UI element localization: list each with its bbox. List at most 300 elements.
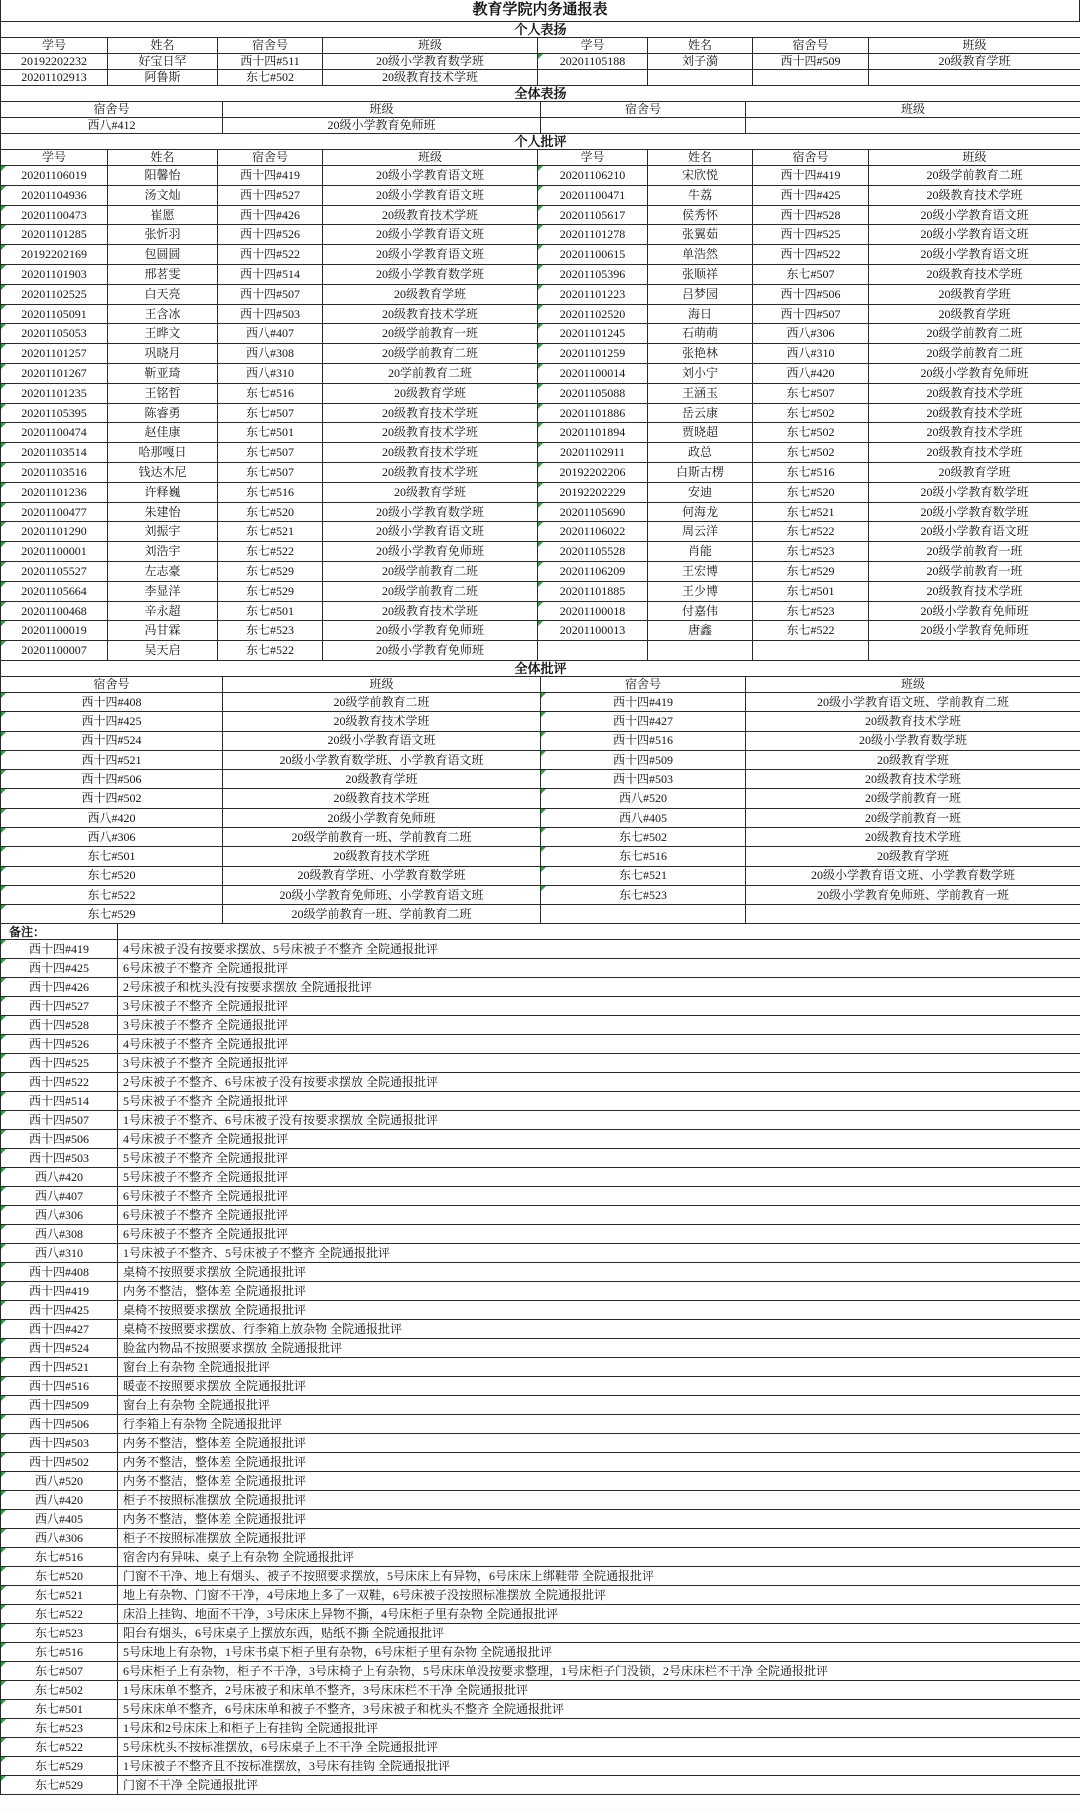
remark-text-cell: 3号床被子不整齐 全院通报批评 (118, 1054, 1080, 1073)
remark-dorm-cell: 西八#308 (1, 1225, 118, 1244)
cell: 何海龙 (648, 502, 753, 522)
cell: 20201105188 (538, 54, 648, 70)
cell: 西八#306 (753, 324, 869, 344)
column-header: 学号 (1, 150, 108, 166)
cell: 20级教育技术学班 (223, 847, 541, 866)
table-row (1, 1187, 1080, 1206)
remark-dorm-cell: 西十四#425 (1, 1301, 118, 1320)
cell: 西十四#419 (753, 166, 869, 186)
cell: 20201105690 (538, 502, 648, 522)
personal-praise-table (0, 21, 1080, 86)
cell: 张顺祥 (648, 264, 753, 284)
table-row (1, 1624, 1080, 1643)
cell: 东七#501 (218, 423, 323, 443)
cell: 东七#523 (541, 885, 746, 904)
table-row (1, 940, 1080, 959)
table-row (1, 1491, 1080, 1510)
cell: 东七#502 (218, 70, 323, 86)
remark-dorm-cell: 西十四#527 (1, 997, 118, 1016)
cell: 东七#507 (753, 264, 869, 284)
cell: 东七#507 (218, 443, 323, 463)
cell: 20级教育技术学班 (323, 205, 538, 225)
cell: 20级教育学班 (869, 284, 1080, 304)
cell: 东七#502 (753, 443, 869, 463)
remark-dorm-cell: 西十四#507 (1, 1111, 118, 1130)
cell: 陈睿勇 (108, 403, 218, 423)
table-row (1, 245, 1080, 265)
cell: 20级小学教育数学班 (869, 502, 1080, 522)
cell: 20级小学教育数学班 (323, 502, 538, 522)
table-row (1, 225, 1080, 245)
cell: 20级教育学班 (746, 847, 1080, 866)
table-row (1, 185, 1080, 205)
cell: 20级小学教育语文班 (869, 225, 1080, 245)
cell: 西十四#511 (218, 54, 323, 70)
remark-text-cell: 2号床被子和枕头没有按要求摆放 全院通报批评 (118, 978, 1080, 997)
table-row (1, 1776, 1080, 1795)
cell: 20201100018 (538, 601, 648, 621)
cell: 西八#407 (218, 324, 323, 344)
cell: 唐鑫 (648, 621, 753, 641)
table-row (1, 1396, 1080, 1415)
table-row (1, 1130, 1080, 1149)
report-sections (0, 21, 1080, 1795)
remark-text-cell: 1号床被子不整齐、6号床被子没有按要求摆放 全院通报批评 (118, 1111, 1080, 1130)
cell: 20级小学教育语文班 (869, 205, 1080, 225)
cell (541, 905, 746, 924)
cell: 20级小学教育数学班 (323, 264, 538, 284)
cell: 西十四#527 (218, 185, 323, 205)
cell: 20级学前教育二班 (869, 344, 1080, 364)
remark-text-cell: 6号床被子不整齐 全院通报批评 (118, 1225, 1080, 1244)
cell: 20201100014 (538, 363, 648, 383)
table-row (1, 1263, 1080, 1282)
cell: 东七#522 (753, 522, 869, 542)
cell: 20级教育技术学班 (869, 423, 1080, 443)
cell (538, 641, 648, 661)
cell: 西八#412 (1, 118, 223, 134)
cell: 20201100474 (1, 423, 108, 443)
cell: 巩晓月 (108, 344, 218, 364)
table-row (1, 1662, 1080, 1681)
cell: 东七#502 (753, 403, 869, 423)
cell: 20201100007 (1, 641, 108, 661)
cell: 20级教育技术学班 (323, 423, 538, 443)
cell: 刘振宇 (108, 522, 218, 542)
cell: 20级教育学班 (323, 482, 538, 502)
cell: 刘子漪 (648, 54, 753, 70)
remark-dorm-cell: 西十四#408 (1, 1263, 118, 1282)
cell: 20201105088 (538, 383, 648, 403)
cell: 20201100615 (538, 245, 648, 265)
cell: 20级教育技术学班 (869, 443, 1080, 463)
remark-dorm-cell: 西八#405 (1, 1510, 118, 1529)
table-row (1, 304, 1080, 324)
table-row (1, 828, 1080, 847)
remark-text-cell: 6号床被子不整齐 全院通报批评 (118, 959, 1080, 978)
remark-text-cell: 柜子不按照标准摆放 全院通报批评 (118, 1529, 1080, 1548)
column-header: 宿舍号 (218, 38, 323, 54)
cell: 20级小学教育免师班 (323, 641, 538, 661)
cell: 20201101290 (1, 522, 108, 542)
table-row (1, 134, 1080, 150)
table-row (1, 1567, 1080, 1586)
table-row (1, 1719, 1080, 1738)
column-header: 班级 (869, 150, 1080, 166)
cell: 西十四#521 (1, 750, 223, 769)
cell: 20201105528 (538, 542, 648, 562)
column-header: 班级 (223, 102, 541, 118)
cell: 20级教育技术学班 (223, 712, 541, 731)
cell: 20201100473 (1, 205, 108, 225)
cell: 20级小学教育免师班 (223, 808, 541, 827)
cell: 东七#501 (1, 847, 223, 866)
cell: 西十四#526 (218, 225, 323, 245)
cell: 20级小学教育数学班 (746, 731, 1080, 750)
remark-dorm-cell: 东七#523 (1, 1624, 118, 1643)
cell: 侯秀怀 (648, 205, 753, 225)
cell: 许释巍 (108, 482, 218, 502)
column-header: 宿舍号 (753, 38, 869, 54)
table-row (1, 581, 1080, 601)
cell: 20201102525 (1, 284, 108, 304)
column-header: 班级 (223, 676, 541, 692)
remark-dorm-cell: 西十四#419 (1, 1282, 118, 1301)
table-row (1, 997, 1080, 1016)
column-header: 学号 (1, 38, 108, 54)
table-row (1, 641, 1080, 661)
remark-dorm-cell: 东七#522 (1, 1738, 118, 1757)
table-row (1, 363, 1080, 383)
remark-dorm-cell: 西八#407 (1, 1187, 118, 1206)
remark-dorm-cell: 西十四#509 (1, 1396, 118, 1415)
cell: 20级小学教育数学班、小学教育语文班 (223, 750, 541, 769)
remark-dorm-cell: 东七#529 (1, 1757, 118, 1776)
cell: 20级教育学班 (869, 304, 1080, 324)
cell: 20级小学教育免师班、小学教育语文班 (223, 885, 541, 904)
remark-text-cell: 宿舍内有异味、桌子上有杂物 全院通报批评 (118, 1548, 1080, 1567)
cell: 东七#529 (753, 561, 869, 581)
table-row (1, 621, 1080, 641)
cell: 王含冰 (108, 304, 218, 324)
cell: 20201101885 (538, 581, 648, 601)
remark-text-cell: 3号床被子不整齐 全院通报批评 (118, 1016, 1080, 1035)
table-row (1, 601, 1080, 621)
remark-text-cell: 5号床地上有杂物，1号床书桌下柜子里有杂物，6号床柜子里有杂物 全院通报批评 (118, 1643, 1080, 1662)
table-row (1, 770, 1080, 789)
cell: 邢茗雯 (108, 264, 218, 284)
cell: 20192202232 (1, 54, 108, 70)
table-row (1, 542, 1080, 562)
cell: 20学前教育二班 (323, 363, 538, 383)
column-header: 宿舍号 (218, 150, 323, 166)
cell: 20级教育学班 (323, 284, 538, 304)
table-row (1, 423, 1080, 443)
cell: 20级小学教育语文班 (223, 731, 541, 750)
cell: 20201103514 (1, 443, 108, 463)
cell: 20201106210 (538, 166, 648, 186)
remarks-table (0, 923, 1080, 1795)
cell: 李显洋 (108, 581, 218, 601)
table-row (1, 731, 1080, 750)
table-row (1, 676, 1080, 692)
cell: 20201105395 (1, 403, 108, 423)
cell: 哈那嘎日 (108, 443, 218, 463)
cell: 刘浩宇 (108, 542, 218, 562)
column-header: 班级 (746, 102, 1080, 118)
remark-dorm-cell: 西十四#514 (1, 1092, 118, 1111)
cell: 20级学前教育一班 (869, 542, 1080, 562)
cell: 西十四#522 (218, 245, 323, 265)
cell: 政总 (648, 443, 753, 463)
remark-dorm-cell: 西八#420 (1, 1168, 118, 1187)
cell: 20级教育学班、小学教育数学班 (223, 866, 541, 885)
cell: 东七#529 (218, 581, 323, 601)
cell: 20192202229 (538, 482, 648, 502)
cell: 东七#522 (218, 641, 323, 661)
cell: 20级教育技术学班 (323, 304, 538, 324)
cell: 20201101236 (1, 482, 108, 502)
cell: 西八#310 (218, 363, 323, 383)
table-row (1, 1757, 1080, 1776)
cell (869, 641, 1080, 661)
table-row (1, 924, 1080, 940)
cell (118, 924, 1080, 940)
remark-text-cell: 3号床被子不整齐 全院通报批评 (118, 997, 1080, 1016)
cell: 东七#507 (753, 383, 869, 403)
cell: 20级教育技术学班 (323, 70, 538, 86)
cell: 20201105053 (1, 324, 108, 344)
cell: 西十四#522 (753, 245, 869, 265)
cell: 20201105617 (538, 205, 648, 225)
cell: 石萌萌 (648, 324, 753, 344)
cell: 20201100013 (538, 621, 648, 641)
cell: 东七#516 (218, 383, 323, 403)
column-header: 宿舍号 (1, 676, 223, 692)
table-row (1, 660, 1080, 676)
table-row (1, 118, 1080, 134)
cell: 崔愿 (108, 205, 218, 225)
cell: 20级学前教育二班 (323, 581, 538, 601)
remark-text-cell: 内务不整洁，整体差 全院通报批评 (118, 1434, 1080, 1453)
cell: 20201102913 (1, 70, 108, 86)
column-header: 学号 (538, 38, 648, 54)
table-row (1, 1092, 1080, 1111)
cell: 张忻羽 (108, 225, 218, 245)
table-row (1, 1358, 1080, 1377)
table-row (1, 750, 1080, 769)
cell: 20201105664 (1, 581, 108, 601)
remark-text-cell: 窗台上有杂物 全院通报批评 (118, 1358, 1080, 1377)
section-title: 个人表扬 (1, 22, 1080, 38)
column-header: 姓名 (108, 38, 218, 54)
cell: 20级教育学班 (323, 383, 538, 403)
table-row (1, 1529, 1080, 1548)
cell: 20201101894 (538, 423, 648, 443)
cell: 东七#507 (218, 403, 323, 423)
table-row (1, 1738, 1080, 1757)
cell: 白天亮 (108, 284, 218, 304)
cell: 20级学前教育一班、学前教育二班 (223, 905, 541, 924)
remark-dorm-cell: 西十四#506 (1, 1415, 118, 1434)
cell: 20级教育学班 (869, 462, 1080, 482)
cell: 刘小宁 (648, 363, 753, 383)
cell: 西十四#509 (753, 54, 869, 70)
remark-dorm-cell: 西八#306 (1, 1529, 118, 1548)
cell (538, 70, 648, 86)
remark-text-cell: 4号床被子不整齐 全院通报批评 (118, 1130, 1080, 1149)
table-row (1, 86, 1080, 102)
cell: 西十四#425 (1, 712, 223, 731)
cell: 张艳林 (648, 344, 753, 364)
remark-dorm-cell: 西八#420 (1, 1491, 118, 1510)
cell: 西十四#408 (1, 692, 223, 711)
remark-dorm-cell: 西八#520 (1, 1472, 118, 1491)
table-row (1, 1605, 1080, 1624)
group-praise-table (0, 85, 1080, 134)
cell: 20级小学教育免师班 (323, 621, 538, 641)
cell: 20201100477 (1, 502, 108, 522)
cell: 20201104936 (1, 185, 108, 205)
table-row (1, 1643, 1080, 1662)
cell: 20级教育技术学班 (746, 712, 1080, 731)
cell: 东七#521 (218, 522, 323, 542)
cell: 20201106019 (1, 166, 108, 186)
cell: 西十四#524 (1, 731, 223, 750)
cell: 20级教育技术学班 (323, 443, 538, 463)
column-header: 宿舍号 (541, 102, 746, 118)
remark-dorm-cell: 西八#310 (1, 1244, 118, 1263)
cell: 东七#522 (1, 885, 223, 904)
remark-dorm-cell: 西十四#503 (1, 1434, 118, 1453)
table-row (1, 1700, 1080, 1719)
remark-text-cell: 桌椅不按照要求摆放 全院通报批评 (118, 1263, 1080, 1282)
cell: 东七#516 (541, 847, 746, 866)
cell: 阿鲁斯 (108, 70, 218, 86)
cell: 西八#520 (541, 789, 746, 808)
remark-dorm-cell: 东七#522 (1, 1605, 118, 1624)
remarks-label: 备注： (1, 924, 118, 940)
cell: 西十四#525 (753, 225, 869, 245)
cell: 东七#516 (753, 462, 869, 482)
remark-dorm-cell: 西十四#524 (1, 1339, 118, 1358)
remark-text-cell: 5号床被子不整齐 全院通报批评 (118, 1092, 1080, 1111)
cell: 王少博 (648, 581, 753, 601)
remark-dorm-cell: 西十四#427 (1, 1320, 118, 1339)
cell: 西八#310 (753, 344, 869, 364)
table-row (1, 1472, 1080, 1491)
cell: 东七#502 (541, 828, 746, 847)
remark-dorm-cell: 东七#529 (1, 1776, 118, 1795)
cell: 20201105091 (1, 304, 108, 324)
cell (541, 118, 746, 134)
remark-dorm-cell: 西十四#521 (1, 1358, 118, 1377)
column-header: 宿舍号 (1, 102, 223, 118)
cell: 20级教育技术学班 (223, 789, 541, 808)
cell: 阳馨怡 (108, 166, 218, 186)
cell: 东七#523 (218, 621, 323, 641)
table-row (1, 22, 1080, 38)
table-row (1, 789, 1080, 808)
cell: 20201101278 (538, 225, 648, 245)
cell: 20201105527 (1, 561, 108, 581)
table-row (1, 905, 1080, 924)
cell: 20级小学教育免师班 (323, 542, 538, 562)
cell: 20201102911 (538, 443, 648, 463)
remark-text-cell: 1号床被子不整齐、5号床被子不整齐 全院通报批评 (118, 1244, 1080, 1263)
remark-dorm-cell: 东七#516 (1, 1548, 118, 1567)
table-row (1, 284, 1080, 304)
table-row (1, 166, 1080, 186)
cell: 20级小学教育语文班 (323, 225, 538, 245)
cell: 20级学前教育一班 (323, 324, 538, 344)
section-title: 全体批评 (1, 660, 1080, 676)
column-header: 班级 (869, 38, 1080, 54)
cell: 东七#520 (753, 482, 869, 502)
table-row (1, 462, 1080, 482)
cell: 20级小学教育语文班 (869, 245, 1080, 265)
table-row (1, 1681, 1080, 1700)
cell: 东七#501 (753, 581, 869, 601)
remark-dorm-cell: 西十四#502 (1, 1453, 118, 1472)
cell: 朱建怡 (108, 502, 218, 522)
remark-text-cell: 内务不整洁，整体差 全院通报批评 (118, 1453, 1080, 1472)
table-row (1, 482, 1080, 502)
cell: 西十四#503 (218, 304, 323, 324)
cell: 辛永超 (108, 601, 218, 621)
table-row (1, 1548, 1080, 1567)
table-row (1, 1073, 1080, 1092)
cell: 东七#522 (753, 621, 869, 641)
cell: 20级学前教育一班、学前教育二班 (223, 828, 541, 847)
remark-dorm-cell: 东七#501 (1, 1700, 118, 1719)
table-row (1, 205, 1080, 225)
remark-text-cell: 5号床被子不整齐 全院通报批评 (118, 1149, 1080, 1168)
cell: 包圆圆 (108, 245, 218, 265)
remark-text-cell: 1号床床单不整齐，2号床被子和床单不整齐，3号床床栏不干净 全院通报批评 (118, 1681, 1080, 1700)
cell: 东七#529 (1, 905, 223, 924)
remark-text-cell: 柜子不按照标准摆放 全院通报批评 (118, 1491, 1080, 1510)
table-row (1, 38, 1080, 54)
cell: 左志豪 (108, 561, 218, 581)
cell: 东七#522 (218, 542, 323, 562)
table-row (1, 324, 1080, 344)
cell: 王晔文 (108, 324, 218, 344)
cell: 西八#420 (753, 363, 869, 383)
remark-text-cell: 行李箱上有杂物 全院通报批评 (118, 1415, 1080, 1434)
table-row (1, 1282, 1080, 1301)
cell: 20级学前教育二班 (223, 692, 541, 711)
cell: 西十四#506 (1, 770, 223, 789)
cell: 20201101259 (538, 344, 648, 364)
cell: 西十四#503 (541, 770, 746, 789)
remark-text-cell: 6号床被子不整齐 全院通报批评 (118, 1187, 1080, 1206)
cell: 20级小学教育语文班 (869, 522, 1080, 542)
table-row (1, 502, 1080, 522)
cell: 海日 (648, 304, 753, 324)
cell: 20201102520 (538, 304, 648, 324)
cell: 西八#306 (1, 828, 223, 847)
cell: 20201101267 (1, 363, 108, 383)
remark-text-cell: 1号床和2号床床上和柜子上有挂钩 全院通报批评 (118, 1719, 1080, 1738)
cell: 20级教育学班 (869, 54, 1080, 70)
cell (753, 641, 869, 661)
cell: 东七#521 (753, 502, 869, 522)
table-row (1, 847, 1080, 866)
remark-dorm-cell: 西十四#503 (1, 1149, 118, 1168)
cell: 东七#516 (218, 482, 323, 502)
column-header: 学号 (538, 150, 648, 166)
